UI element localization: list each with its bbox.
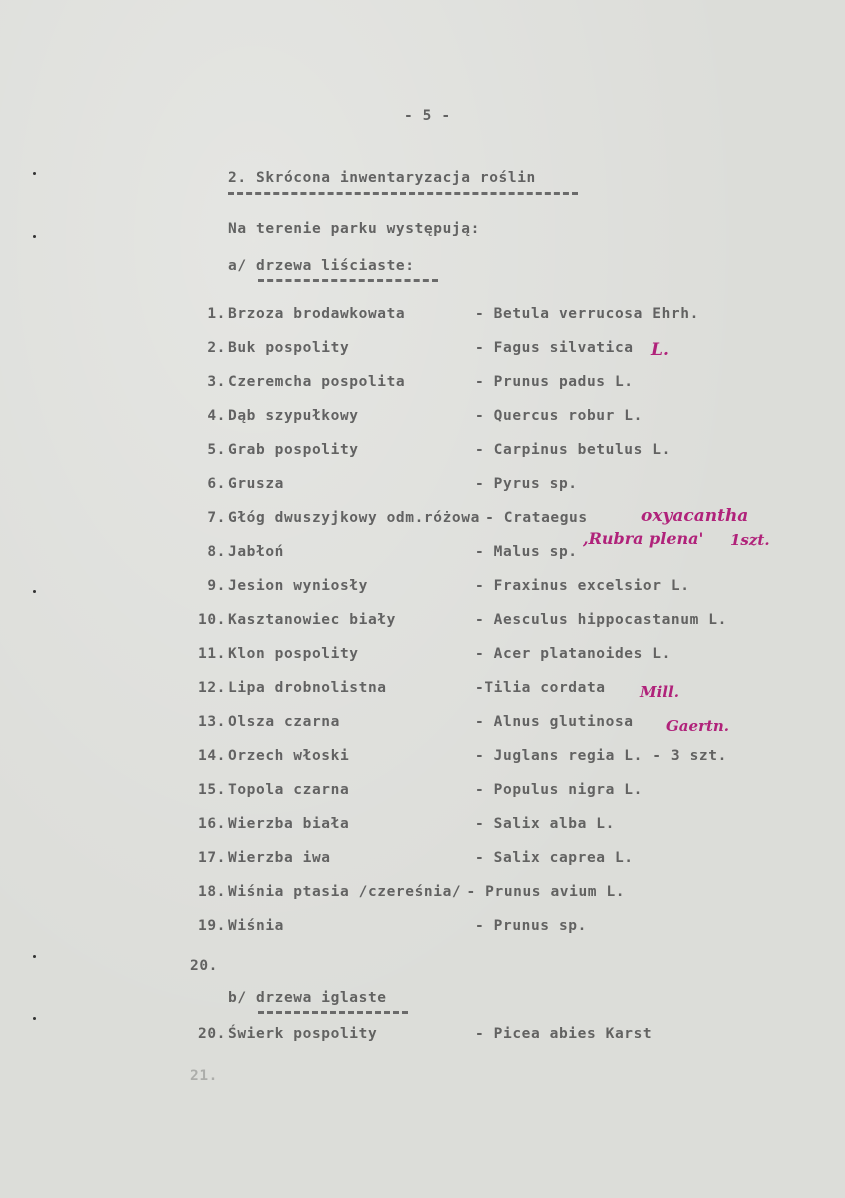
list-number: 12. <box>198 680 226 696</box>
handwritten-author: Gaertn. <box>666 717 730 735</box>
list-number: 7. <box>207 510 226 526</box>
margin-mark <box>33 172 36 175</box>
subsection-b-title: b/ drzewa iglaste <box>228 990 387 1006</box>
list-number: 10. <box>198 612 226 628</box>
list-number: 21. <box>190 1068 218 1084</box>
polish-name: Lipa drobnolistna <box>228 680 387 696</box>
polish-name: Kasztanowiec biały <box>228 612 396 628</box>
latin-name: - Carpinus betulus L. <box>475 442 671 458</box>
latin-name: - Betula verrucosa Ehrh. <box>475 306 699 322</box>
margin-mark <box>33 955 36 958</box>
latin-name: - Quercus robur L. <box>475 408 643 424</box>
latin-name: - Acer platanoides L. <box>475 646 671 662</box>
latin-name: - Juglans regia L. - 3 szt. <box>475 748 727 764</box>
list-number: 15. <box>198 782 226 798</box>
latin-name: - Populus nigra L. <box>475 782 643 798</box>
polish-name: Wiśnia <box>228 918 284 934</box>
list-number: 3. <box>207 374 226 390</box>
polish-name: Wierzba iwa <box>228 850 331 866</box>
latin-name: - Salix caprea L. <box>475 850 634 866</box>
handwritten-author: Mill. <box>640 683 679 701</box>
polish-name: Olsza czarna <box>228 714 340 730</box>
list-number: 1. <box>207 306 226 322</box>
latin-name: -Tilia cordata <box>475 680 606 696</box>
polish-name: Świerk pospolity <box>228 1026 378 1042</box>
latin-name: - Prunus avium L. <box>466 884 626 900</box>
list-number: 5. <box>207 442 226 458</box>
heading-underline <box>228 192 578 195</box>
latin-name: - Salix alba L. <box>475 816 615 832</box>
handwritten-species: oxyacantha <box>641 506 749 526</box>
list-number: 20. <box>190 958 218 974</box>
list-number: 9. <box>207 578 226 594</box>
polish-name: Wiśnia ptasia /czereśnia/ <box>228 884 462 900</box>
latin-name: - Prunus sp. <box>475 918 587 934</box>
polish-name: Wierzba biała <box>228 816 350 832</box>
list-number: 16. <box>198 816 226 832</box>
polish-name: Orzech włoski <box>228 748 350 764</box>
list-number: 11. <box>198 646 226 662</box>
polish-name: Klon pospolity <box>228 646 359 662</box>
margin-mark <box>33 1017 36 1020</box>
list-number: 17. <box>198 850 226 866</box>
list-number: 20. <box>198 1026 226 1042</box>
list-number: 13. <box>198 714 226 730</box>
polish-name: Buk pospolity <box>228 340 350 356</box>
list-number: 6. <box>207 476 226 492</box>
page-number: - 5 - <box>404 108 451 124</box>
latin-name: - Pyrus sp. <box>475 476 578 492</box>
margin-mark <box>33 590 36 593</box>
latin-name: - Picea abies Karst <box>475 1026 653 1042</box>
subsection-a-title: a/ drzewa liściaste: <box>228 258 415 274</box>
list-number: 19. <box>198 918 226 934</box>
polish-name: Grusza <box>228 476 284 492</box>
margin-mark <box>33 235 36 238</box>
latin-name: - Fagus silvatica <box>475 340 634 356</box>
polish-name: Jabłoń <box>228 544 284 560</box>
latin-name: - Crataegus <box>485 510 588 526</box>
subsection-b-underline <box>258 1011 408 1014</box>
polish-name: Brzoza brodawkowata <box>228 306 406 322</box>
polish-name: Grab pospolity <box>228 442 359 458</box>
list-number: 18. <box>198 884 226 900</box>
polish-name: Czeremcha pospolita <box>228 374 406 390</box>
polish-name: Głóg dwuszyjkowy odm.różowa <box>228 510 480 526</box>
list-number: 14. <box>198 748 226 764</box>
list-number: 2. <box>207 340 226 356</box>
latin-name: - Aesculus hippocastanum L. <box>475 612 727 628</box>
latin-name: - Prunus padus L. <box>475 374 634 390</box>
section-heading: 2. Skrócona inwentaryzacja roślin <box>228 170 536 186</box>
list-number: 4. <box>207 408 226 424</box>
latin-name: - Fraxinus excelsior L. <box>475 578 690 594</box>
polish-name: Topola czarna <box>228 782 350 798</box>
handwritten-count: 1szt. <box>730 531 770 549</box>
intro-text: Na terenie parku występują: <box>228 221 480 237</box>
latin-name: - Malus sp. <box>475 544 578 560</box>
handwritten-author: L. <box>651 340 669 360</box>
subsection-a-underline <box>258 279 438 282</box>
latin-name: - Alnus glutinosa <box>475 714 634 730</box>
polish-name: Jesion wyniosły <box>228 578 368 594</box>
list-number: 8. <box>207 544 226 560</box>
handwritten-cultivar: ,Rubra plena' <box>583 529 704 548</box>
polish-name: Dąb szypułkowy <box>228 408 359 424</box>
